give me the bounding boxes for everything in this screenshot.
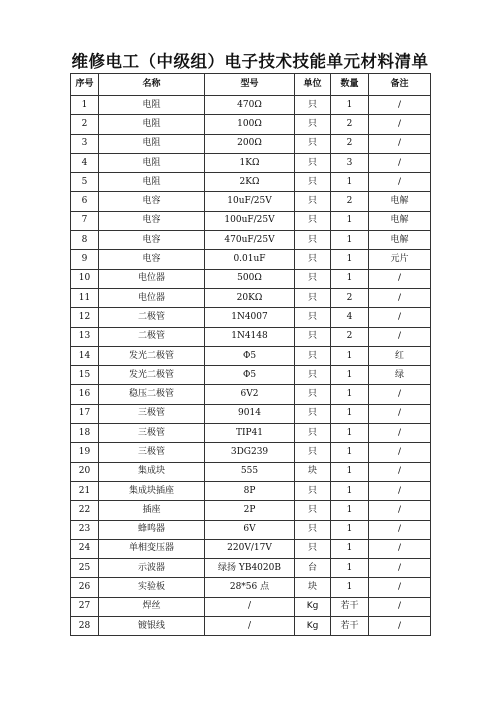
cell-remark: / [369, 153, 431, 172]
cell-index: 5 [71, 173, 99, 192]
cell-model: 1KΩ [205, 153, 295, 172]
table-row [71, 366, 431, 385]
cell-unit: 只 [295, 501, 331, 520]
cell-name: 稳压二极管 [99, 385, 205, 404]
cell-quantity: 1 [331, 250, 369, 269]
table-row [71, 211, 431, 230]
cell-unit: Kg [295, 617, 331, 636]
header-quantity: 数量 [331, 74, 369, 96]
cell-unit: 只 [295, 520, 331, 539]
cell-model: 0.01uF [205, 250, 295, 269]
cell-name: 三极管 [99, 443, 205, 462]
cell-remark: / [369, 520, 431, 539]
table-row [71, 385, 431, 404]
cell-name: 单相变压器 [99, 539, 205, 558]
cell-index: 4 [71, 153, 99, 172]
cell-quantity: 1 [331, 269, 369, 288]
cell-model: Φ5 [205, 366, 295, 385]
table-body [71, 96, 431, 636]
cell-model: 2KΩ [205, 173, 295, 192]
cell-model: / [205, 617, 295, 636]
cell-name: 示波器 [99, 559, 205, 578]
cell-unit: 块 [295, 578, 331, 597]
cell-remark: / [369, 443, 431, 462]
cell-index: 19 [71, 443, 99, 462]
cell-index: 21 [71, 481, 99, 500]
cell-name: 电阻 [99, 96, 205, 115]
cell-index: 2 [71, 115, 99, 134]
cell-quantity: 2 [331, 134, 369, 153]
table-row [71, 288, 431, 307]
cell-index: 6 [71, 192, 99, 211]
cell-unit: 只 [295, 404, 331, 423]
cell-index: 1 [71, 96, 99, 115]
cell-index: 3 [71, 134, 99, 153]
table-row [71, 481, 431, 500]
cell-quantity: 2 [331, 192, 369, 211]
cell-quantity: 1 [331, 346, 369, 365]
cell-index: 13 [71, 327, 99, 346]
cell-name: 集成块插座 [99, 481, 205, 500]
table-row [71, 153, 431, 172]
cell-quantity: 1 [331, 462, 369, 481]
cell-remark: / [369, 559, 431, 578]
cell-name: 三极管 [99, 404, 205, 423]
cell-remark: / [369, 385, 431, 404]
cell-quantity: 1 [331, 559, 369, 578]
cell-remark: / [369, 173, 431, 192]
header-unit: 单位 [295, 74, 331, 96]
cell-quantity: 1 [331, 173, 369, 192]
cell-remark: 电解 [369, 211, 431, 230]
cell-remark: / [369, 327, 431, 346]
cell-unit: 只 [295, 153, 331, 172]
cell-unit: 只 [295, 385, 331, 404]
cell-quantity: 若干 [331, 617, 369, 636]
cell-name: 电位器 [99, 269, 205, 288]
cell-unit: 只 [295, 96, 331, 115]
cell-quantity: 2 [331, 288, 369, 307]
cell-remark: / [369, 462, 431, 481]
table-row [71, 134, 431, 153]
table-row [71, 462, 431, 481]
header-model: 型号 [205, 74, 295, 96]
cell-name: 电容 [99, 192, 205, 211]
cell-model: 3DG239 [205, 443, 295, 462]
cell-model: 10uF/25V [205, 192, 295, 211]
cell-name: 蜂鸣器 [99, 520, 205, 539]
cell-name: 电容 [99, 231, 205, 250]
cell-quantity: 3 [331, 153, 369, 172]
table-row [71, 404, 431, 423]
cell-unit: 块 [295, 462, 331, 481]
table-row [71, 501, 431, 520]
cell-model: 9014 [205, 404, 295, 423]
cell-quantity: 2 [331, 115, 369, 134]
cell-remark: / [369, 288, 431, 307]
cell-model: 100uF/25V [205, 211, 295, 230]
cell-model: 1N4007 [205, 308, 295, 327]
cell-index: 12 [71, 308, 99, 327]
cell-quantity: 1 [331, 443, 369, 462]
cell-quantity: 1 [331, 211, 369, 230]
cell-model: 28*56 点 [205, 578, 295, 597]
table-row [71, 192, 431, 211]
cell-remark: / [369, 617, 431, 636]
cell-name: 实验板 [99, 578, 205, 597]
header-name: 名称 [99, 74, 205, 96]
cell-index: 28 [71, 617, 99, 636]
table-row [71, 231, 431, 250]
cell-remark: / [369, 597, 431, 616]
cell-name: 电容 [99, 250, 205, 269]
cell-remark: 红 [369, 346, 431, 365]
cell-model: 绿扬 YB4020B [205, 559, 295, 578]
table-row [71, 520, 431, 539]
cell-remark: / [369, 96, 431, 115]
cell-index: 24 [71, 539, 99, 558]
cell-name: 电阻 [99, 115, 205, 134]
cell-model: 500Ω [205, 269, 295, 288]
cell-name: 二极管 [99, 308, 205, 327]
cell-quantity: 1 [331, 539, 369, 558]
cell-index: 10 [71, 269, 99, 288]
table-row [71, 96, 431, 115]
cell-remark: / [369, 404, 431, 423]
cell-quantity: 1 [331, 366, 369, 385]
cell-unit: 只 [295, 308, 331, 327]
cell-remark: / [369, 424, 431, 443]
cell-model: 2P [205, 501, 295, 520]
cell-index: 11 [71, 288, 99, 307]
cell-name: 发光二极管 [99, 366, 205, 385]
cell-remark: 电解 [369, 192, 431, 211]
cell-unit: 台 [295, 559, 331, 578]
cell-unit: 只 [295, 424, 331, 443]
cell-name: 发光二极管 [99, 346, 205, 365]
cell-model: Φ5 [205, 346, 295, 365]
table-row [71, 597, 431, 616]
cell-model: 470uF/25V [205, 231, 295, 250]
cell-index: 27 [71, 597, 99, 616]
cell-name: 插座 [99, 501, 205, 520]
cell-model: TIP41 [205, 424, 295, 443]
cell-model: 8P [205, 481, 295, 500]
cell-remark: / [369, 481, 431, 500]
table-row [71, 424, 431, 443]
cell-model: / [205, 597, 295, 616]
cell-model: 100Ω [205, 115, 295, 134]
cell-quantity: 1 [331, 424, 369, 443]
cell-remark: / [369, 308, 431, 327]
cell-remark: / [369, 134, 431, 153]
cell-name: 电位器 [99, 288, 205, 307]
cell-name: 电阻 [99, 153, 205, 172]
cell-name: 电阻 [99, 134, 205, 153]
cell-unit: 只 [295, 269, 331, 288]
cell-index: 9 [71, 250, 99, 269]
cell-name: 镀银线 [99, 617, 205, 636]
cell-quantity: 1 [331, 231, 369, 250]
cell-index: 26 [71, 578, 99, 597]
cell-index: 8 [71, 231, 99, 250]
cell-unit: 只 [295, 250, 331, 269]
table-row [71, 269, 431, 288]
cell-quantity: 若干 [331, 597, 369, 616]
cell-name: 电阻 [99, 173, 205, 192]
cell-unit: 只 [295, 327, 331, 346]
cell-remark: / [369, 578, 431, 597]
cell-unit: 只 [295, 366, 331, 385]
cell-quantity: 1 [331, 578, 369, 597]
cell-name: 二极管 [99, 327, 205, 346]
cell-unit: 只 [295, 211, 331, 230]
cell-model: 200Ω [205, 134, 295, 153]
cell-model: 6V2 [205, 385, 295, 404]
header-remark: 备注 [369, 74, 431, 96]
cell-unit: Kg [295, 597, 331, 616]
table-row [71, 346, 431, 365]
header-index: 序号 [71, 74, 99, 96]
cell-index: 23 [71, 520, 99, 539]
cell-name: 电容 [99, 211, 205, 230]
table-row [71, 173, 431, 192]
cell-quantity: 1 [331, 520, 369, 539]
cell-model: 470Ω [205, 96, 295, 115]
cell-index: 14 [71, 346, 99, 365]
cell-unit: 只 [295, 288, 331, 307]
cell-remark: / [369, 115, 431, 134]
cell-name: 焊丝 [99, 597, 205, 616]
table-row [71, 250, 431, 269]
cell-remark: 绿 [369, 366, 431, 385]
cell-index: 22 [71, 501, 99, 520]
cell-remark: / [369, 539, 431, 558]
table-row [71, 327, 431, 346]
cell-unit: 只 [295, 231, 331, 250]
cell-quantity: 1 [331, 385, 369, 404]
cell-index: 17 [71, 404, 99, 423]
cell-unit: 只 [295, 134, 331, 153]
table-row [71, 578, 431, 597]
cell-name: 三极管 [99, 424, 205, 443]
cell-index: 7 [71, 211, 99, 230]
cell-quantity: 2 [331, 327, 369, 346]
cell-unit: 只 [295, 539, 331, 558]
cell-index: 18 [71, 424, 99, 443]
table-row [71, 539, 431, 558]
cell-name: 集成块 [99, 462, 205, 481]
table-row [71, 308, 431, 327]
cell-remark: / [369, 269, 431, 288]
cell-unit: 只 [295, 346, 331, 365]
cell-quantity: 1 [331, 501, 369, 520]
cell-remark: 元片 [369, 250, 431, 269]
cell-unit: 只 [295, 443, 331, 462]
cell-quantity: 1 [331, 404, 369, 423]
cell-unit: 只 [295, 115, 331, 134]
cell-unit: 只 [295, 173, 331, 192]
cell-unit: 只 [295, 481, 331, 500]
cell-quantity: 1 [331, 481, 369, 500]
table-row [71, 115, 431, 134]
cell-remark: / [369, 501, 431, 520]
table-row [71, 617, 431, 636]
cell-model: 20KΩ [205, 288, 295, 307]
materials-table [70, 73, 431, 636]
cell-quantity: 4 [331, 308, 369, 327]
cell-unit: 只 [295, 192, 331, 211]
cell-model: 220V/17V [205, 539, 295, 558]
cell-index: 15 [71, 366, 99, 385]
cell-model: 1N4148 [205, 327, 295, 346]
page-title: 维修电工（中级组）电子技术技能单元材料清单 [71, 52, 429, 71]
cell-model: 6V [205, 520, 295, 539]
cell-index: 16 [71, 385, 99, 404]
cell-model: 555 [205, 462, 295, 481]
table-row [71, 559, 431, 578]
cell-remark: 电解 [369, 231, 431, 250]
cell-index: 25 [71, 559, 99, 578]
cell-quantity: 1 [331, 96, 369, 115]
cell-index: 20 [71, 462, 99, 481]
table-row [71, 443, 431, 462]
table-header-row [71, 74, 431, 96]
